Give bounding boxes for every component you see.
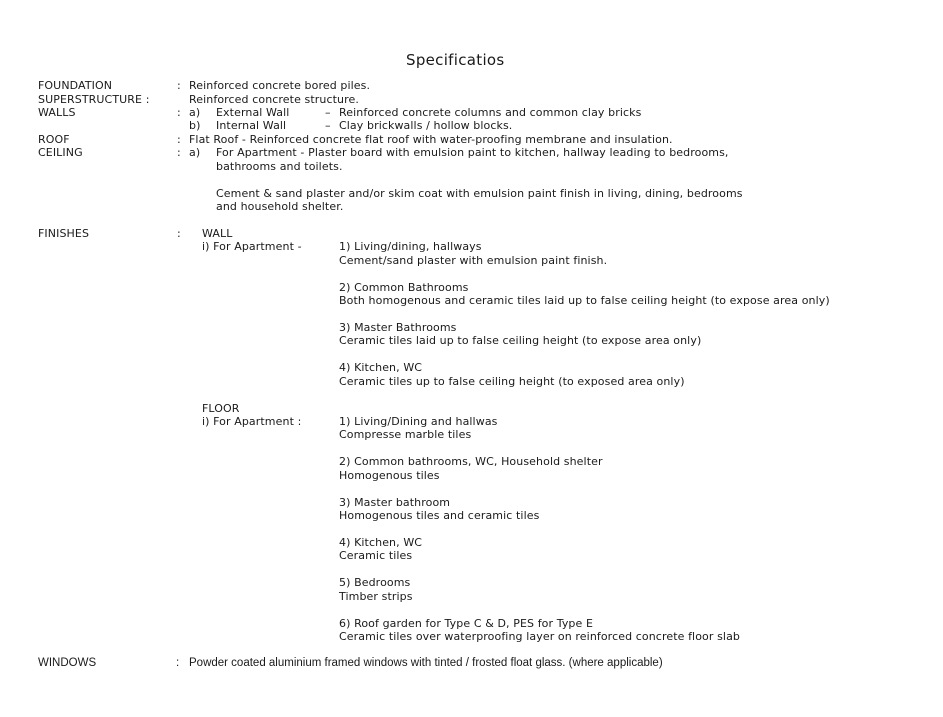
superstructure-label: SUPERSTRUCTURE :	[38, 93, 150, 106]
wall-subheading: i) For Apartment -	[202, 240, 302, 253]
walls-item-a-text: Reinforced concrete columns and common clay bricks	[339, 106, 642, 119]
ceiling-label: CEILING	[38, 146, 83, 159]
walls-item-b-text: Clay brickwalls / hollow blocks.	[339, 119, 513, 132]
floor-item-6-desc: Ceramic tiles over waterproofing layer on reinforced concrete floor slab	[339, 630, 741, 643]
floor-heading: FLOOR	[202, 402, 240, 415]
floor-item-2-name: 2) Common bathrooms, WC, Household shelter	[339, 455, 603, 468]
walls-item-a-name: External Wall	[216, 106, 290, 119]
floor-item-6-name: 6) Roof garden for Type C & D, PES for Type E	[339, 617, 594, 630]
roof-text: Flat Roof - Reinforced concrete flat roof with water-proofing membrane and insulation.	[189, 133, 673, 146]
walls-item-a-dash: –	[325, 106, 331, 119]
wall-item-2-name: 2) Common Bathrooms	[339, 281, 469, 294]
finishes-colon: :	[177, 227, 181, 240]
foundation-label: FOUNDATION	[38, 79, 113, 92]
wall-item-2-desc: Both homogenous and ceramic tiles laid up to false ceiling height (to expose area only)	[339, 294, 830, 307]
walls-item-a-marker: a)	[189, 106, 201, 119]
walls-colon: :	[177, 106, 181, 119]
ceiling-line-2: bathrooms and toilets.	[216, 160, 343, 173]
wall-item-4-desc: Ceramic tiles up to false ceiling height (to exposed area only)	[339, 375, 685, 388]
floor-item-1-desc: Compresse marble tiles	[339, 428, 472, 441]
walls-item-b-dash: –	[325, 119, 331, 132]
floor-item-5-name: 5) Bedrooms	[339, 576, 411, 589]
floor-item-5-desc: Timber strips	[339, 590, 413, 603]
foundation-text: Reinforced concrete bored piles.	[189, 79, 371, 92]
walls-label: WALLS	[38, 106, 76, 119]
ceiling-line-1: For Apartment - Plaster board with emulsion paint to kitchen, hallway leading to bedrooms,	[216, 146, 729, 159]
wall-item-1-desc: Cement/sand plaster with emulsion paint finish.	[339, 254, 608, 267]
windows-text: Powder coated aluminium framed windows with tinted / frosted float glass. (where applicable)	[189, 657, 663, 669]
roof-label: ROOF	[38, 133, 70, 146]
floor-subheading: i) For Apartment :	[202, 415, 302, 428]
floor-item-4-name: 4) Kitchen, WC	[339, 536, 423, 549]
walls-item-b-marker: b)	[189, 119, 201, 132]
foundation-colon: :	[177, 79, 181, 92]
superstructure-text: Reinforced concrete structure.	[189, 93, 359, 106]
ceiling-line-4: and household shelter.	[216, 200, 344, 213]
wall-item-3-desc: Ceramic tiles laid up to false ceiling height (to expose area only)	[339, 334, 702, 347]
floor-item-3-desc: Homogenous tiles and ceramic tiles	[339, 509, 540, 522]
wall-heading: WALL	[202, 227, 233, 240]
finishes-label: FINISHES	[38, 227, 90, 240]
wall-item-4-name: 4) Kitchen, WC	[339, 361, 423, 374]
floor-item-4-desc: Ceramic tiles	[339, 549, 413, 562]
wall-item-3-name: 3) Master Bathrooms	[339, 321, 457, 334]
floor-item-2-desc: Homogenous tiles	[339, 469, 440, 482]
ceiling-marker: a)	[189, 146, 201, 159]
floor-item-3-name: 3) Master bathroom	[339, 496, 451, 509]
roof-colon: :	[177, 133, 181, 146]
ceiling-line-3: Cement & sand plaster and/or skim coat with emulsion paint finish in living, dining, bedrooms	[216, 187, 743, 200]
floor-item-1-name: 1) Living/Dining and hallwas	[339, 415, 498, 428]
windows-label: WINDOWS	[38, 657, 97, 669]
windows-colon: :	[176, 657, 180, 669]
walls-item-b-name: Internal Wall	[216, 119, 287, 132]
wall-item-1-name: 1) Living/dining, hallways	[339, 240, 482, 253]
ceiling-colon: :	[177, 146, 181, 159]
page-title: Specificatios	[406, 51, 505, 69]
